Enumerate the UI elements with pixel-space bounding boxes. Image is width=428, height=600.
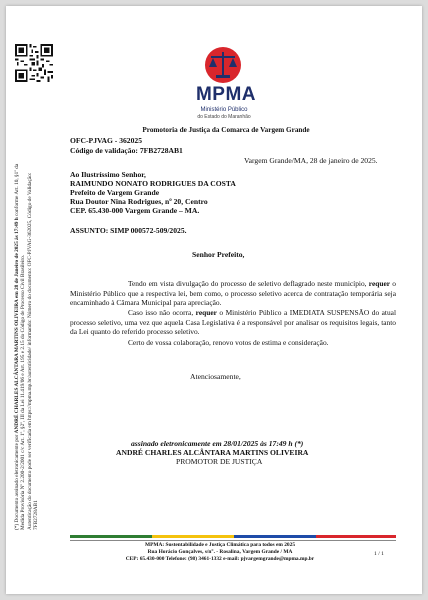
body-text: Caso isso não ocorra, bbox=[128, 308, 196, 317]
body-text: o Ministério Público que a respectiva lei, bem como, o processo seletivo acerca de contratação temporária seja encaminhado à Câmara Municipal para apreciação. bbox=[70, 279, 397, 308]
signed-electronically-note: assinado eletronicamente em 28/01/2025 às 17:49 h (*) bbox=[131, 439, 304, 448]
side-note-legal: Medida Provisória Nº 2.200-2/2001 c/c Art. 1º, §2º, III da Lei 11.419/06 e Art. 195 e 2.15 do Código de Processo Civil Brasileiro. bbox=[20, 254, 27, 530]
signer-name: ANDRÉ CHARLES ALCÂNTARA MARTINS OLIVEIRA bbox=[116, 448, 309, 457]
brand-subtitle-line2: do Estado do Maranhão bbox=[197, 113, 251, 120]
subject-line: ASSUNTO: SIMP 000572-509/2025. bbox=[70, 226, 187, 235]
side-note-authentication: Autenticação do documento pode ser verificada em https://mpma.mp.br/autenticidade/ informando: Número do documento: OFC-PJVAG-362025, Código de Validação: bbox=[26, 172, 33, 530]
side-note-text: (*) Documento assinado eletronicamente por bbox=[14, 433, 20, 530]
footer-motto: MPMA: Sustentabilidade e Justiça Climática para todos em 2025 bbox=[144, 542, 296, 548]
document-date: Vargem Grande/MA, 28 de janeiro de 2025. bbox=[244, 156, 378, 165]
body-emphasis: requer bbox=[195, 308, 217, 317]
document-number: OFC-PJVAG - 362025 bbox=[70, 136, 142, 145]
brand-subtitle bbox=[174, 107, 274, 121]
electronic-signature-note bbox=[14, 90, 54, 530]
mpma-scales-logo-icon bbox=[203, 46, 243, 84]
side-note-code: 7FB2728AB1 bbox=[33, 500, 40, 530]
recipient-title: Prefeito de Vargem Grande bbox=[70, 188, 160, 197]
document-page bbox=[6, 6, 422, 594]
footer-divider bbox=[70, 540, 396, 541]
validation-code: Código de validação: 7FB2728AB1 bbox=[70, 146, 183, 155]
body-text: Tendo em vista divulgação do processo de seletivo deflagrado neste município, bbox=[128, 279, 369, 288]
signer-role: PROMOTOR DE JUSTIÇA bbox=[176, 457, 263, 466]
body-paragraph-2 bbox=[70, 308, 396, 337]
recipient-zip: CEP. 65.430-000 Vargem Grande – MA. bbox=[70, 206, 200, 215]
promotoria-heading: Promotoria de Justiça da Comarca de Vargem Grande bbox=[142, 126, 310, 134]
recipient-name: RAIMUNDO NONATO RODRIGUES DA COSTA bbox=[70, 179, 236, 188]
side-note-text: conforme Art. 10, §1º da bbox=[14, 163, 20, 218]
body-emphasis: requer bbox=[368, 279, 391, 288]
footer-contact: CEP: 65.430-000 Telefone: (98) 3461-1332 e-mail: pjvargemgrande@mpma.mp.br bbox=[125, 556, 315, 562]
recipient-address: Rua Doutor Nina Rodrigues, nº 20, Centro bbox=[70, 197, 208, 206]
closing: Atenciosamente, bbox=[190, 372, 241, 381]
recipient-greeting: Ao Ilustríssimo Senhor, bbox=[70, 170, 146, 179]
page-number: 1 / 1 bbox=[374, 551, 384, 557]
body-paragraph-1 bbox=[70, 279, 396, 308]
body-text: o Ministério Público a IMEDIATA SUSPENSÃO do atual processo seletivo, uma vez que aquela Casa Legislativa é a responsável por analisar os requisitos legais, tanto da Lei quanto do referido processo seletivo. bbox=[70, 308, 396, 337]
brand-name: MPMA bbox=[195, 84, 257, 105]
footer-address: Rua Horácio Gonçalves, s/n°. - Rosalina, Vargem Grande / MA bbox=[147, 549, 293, 555]
qr-code-icon bbox=[15, 44, 53, 82]
brand-color-bar bbox=[70, 535, 396, 538]
salutation: Senhor Prefeito, bbox=[192, 250, 245, 259]
brand-subtitle-line1: Ministério Público bbox=[200, 107, 248, 113]
body-paragraph-3: Certo de vossa colaboração, renovo votos de estima e consideração. bbox=[128, 338, 329, 347]
side-note-signer: ANDRÉ CHARLES ALCÂNTARA MARTINS OLIVEIRA em 28 de Janeiro de 2025 às 17:49 h bbox=[14, 217, 20, 434]
